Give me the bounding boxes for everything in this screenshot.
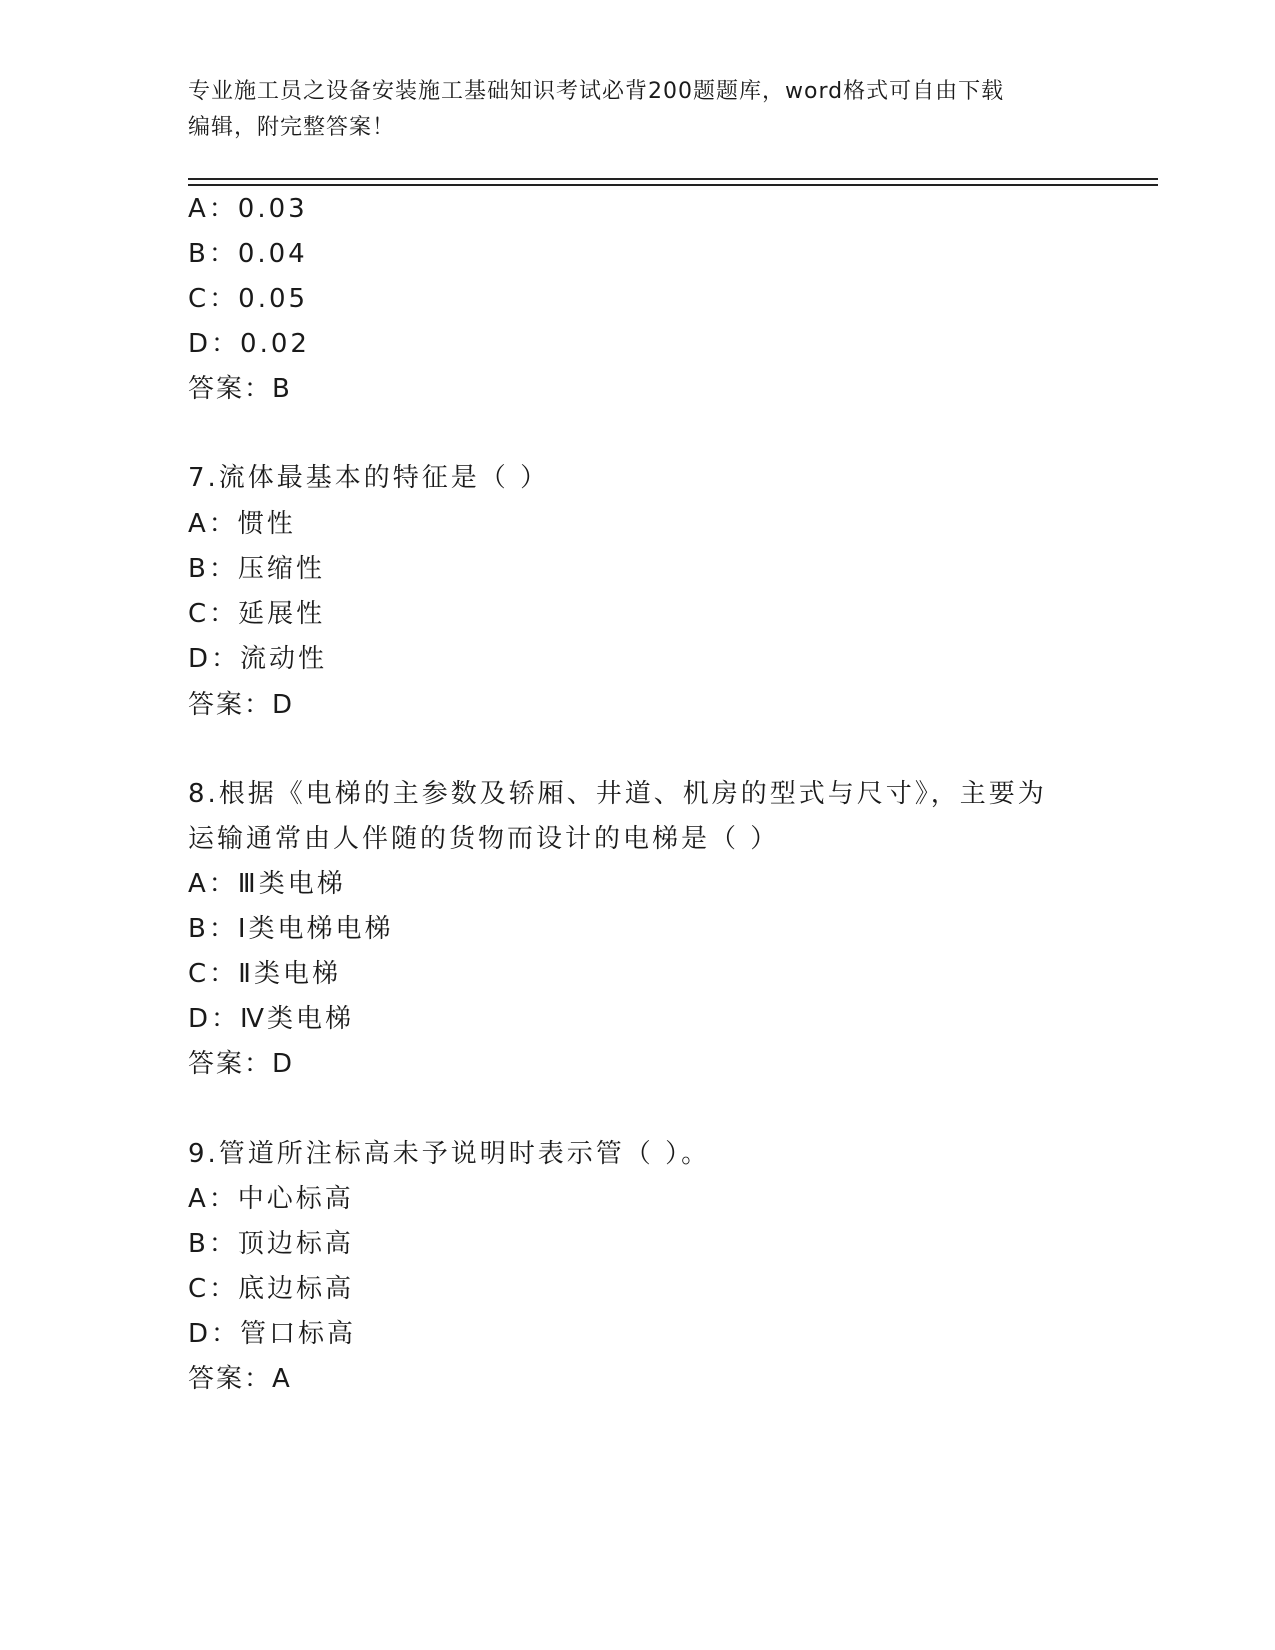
q7-option-a: A：惯性 xyxy=(188,509,296,539)
header-divider-top xyxy=(188,178,1158,180)
q8-answer: 答案：D xyxy=(188,1049,295,1079)
q7-answer: 答案：D xyxy=(188,690,295,720)
document-header xyxy=(188,74,1088,146)
q7-option-c: C：延展性 xyxy=(188,599,326,629)
q6-option-d: D：0.02 xyxy=(188,329,310,359)
q8-option-c: C：Ⅱ类电梯 xyxy=(188,959,341,989)
q8-option-d: D：Ⅳ类电梯 xyxy=(188,1004,355,1034)
q6-option-b: B：0.04 xyxy=(188,239,308,269)
header-line-1: 专业施工员之设备安装施工基础知识考试必背200题题库，word格式可自由下载 xyxy=(188,79,1005,104)
q9-option-b: B：顶边标高 xyxy=(188,1229,354,1259)
q6-option-c: C：0.05 xyxy=(188,284,309,314)
q9-question: 9.管道所注标高未予说明时表示管（ ）。 xyxy=(188,1139,711,1169)
q8-question-line-1: 8.根据《电梯的主参数及轿厢、井道、机房的型式与尺寸》，主要为 xyxy=(188,779,1047,809)
q8-question-line-2: 运输通常由人伴随的货物而设计的电梯是（ ） xyxy=(188,824,780,854)
q8-option-a: A：Ⅲ类电梯 xyxy=(188,869,346,899)
q7-question: 7.流体最基本的特征是（ ） xyxy=(188,463,550,493)
header-divider-bottom xyxy=(188,184,1158,186)
q6-answer: 答案：B xyxy=(188,374,292,404)
q9-option-c: C：底边标高 xyxy=(188,1274,355,1304)
q9-answer: 答案：A xyxy=(188,1364,292,1394)
q9-option-d: D：管口标高 xyxy=(188,1319,357,1349)
q7-option-d: D：流动性 xyxy=(188,644,328,674)
q8-option-b: B：Ⅰ类电梯电梯 xyxy=(188,914,394,944)
header-line-2: 编辑，附完整答案！ xyxy=(188,115,396,140)
q7-option-b: B：压缩性 xyxy=(188,554,325,584)
q6-option-a: A：0.03 xyxy=(188,194,308,224)
q9-option-a: A：中心标高 xyxy=(188,1184,354,1214)
